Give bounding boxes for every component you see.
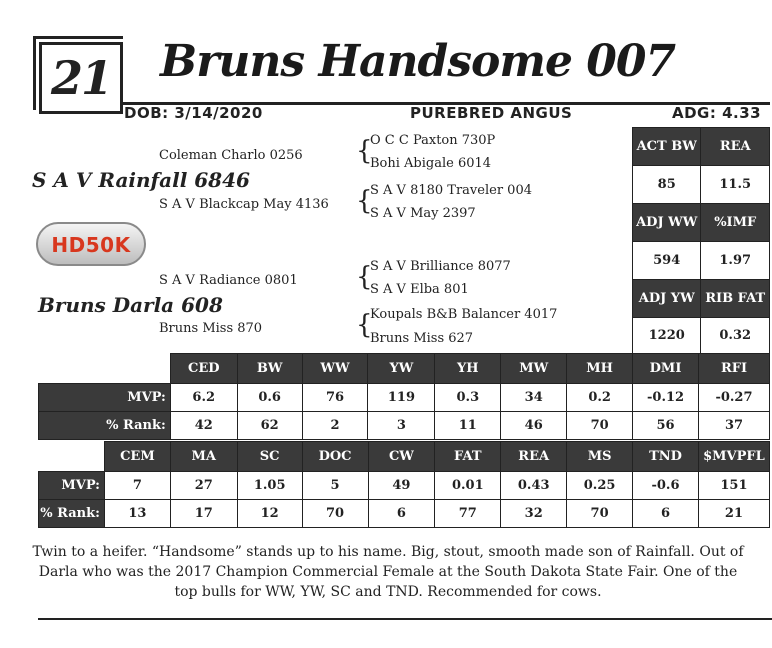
carcass-table <box>632 127 770 354</box>
carcass-header: ADJ WW <box>633 204 701 242</box>
sire-sire: Coleman Charlo 0256 <box>159 148 303 163</box>
carcass-header: REA <box>701 128 770 166</box>
mvp-label: MVP: <box>39 384 171 412</box>
epd-rank-value: 2 <box>302 412 368 440</box>
epd-header: SC <box>237 442 302 472</box>
epd-mvp-value: 1.05 <box>237 472 302 500</box>
epd-rank-value: 3 <box>368 412 435 440</box>
carcass-value: 1220 <box>633 318 701 354</box>
ssa-sire: O C C Paxton 730P <box>370 133 496 148</box>
sire-name: S A V Rainfall 6846 <box>32 168 250 192</box>
epd-rank-value: 70 <box>302 500 368 528</box>
rank-label: % Rank: <box>39 500 105 528</box>
epd-header: CEM <box>104 442 170 472</box>
epd-header: BW <box>237 354 302 384</box>
lot-box-border-top <box>33 36 123 39</box>
epd-rank-value: 13 <box>104 500 170 528</box>
epd-rank-value: 32 <box>501 500 567 528</box>
epd-rank-value: 37 <box>699 412 770 440</box>
blank-cell <box>39 442 105 472</box>
carcass-header: %IMF <box>701 204 770 242</box>
bull-name: Bruns Handsome 007 <box>160 36 676 87</box>
carcass-value: 594 <box>633 242 701 280</box>
breed: PUREBRED ANGUS <box>410 104 573 122</box>
epd-header: WW <box>302 354 368 384</box>
epd-header: MH <box>567 354 633 384</box>
epd-rank-value: 46 <box>501 412 567 440</box>
epd-mvp-value: -0.12 <box>633 384 699 412</box>
bottom-divider <box>38 618 772 620</box>
epd-mvp-value: 0.2 <box>567 384 633 412</box>
epd-mvp-value: 0.01 <box>435 472 501 500</box>
epd-rank-value: 21 <box>698 500 769 528</box>
mvp-label: MVP: <box>39 472 105 500</box>
epd-rank-value: 6 <box>633 500 699 528</box>
epd-rank-value: 70 <box>567 500 633 528</box>
epd-rank-value: 42 <box>170 412 237 440</box>
dam-name: Bruns Darla 608 <box>38 293 223 317</box>
epd-rank-value: 6 <box>368 500 435 528</box>
lot-number: 21 <box>50 51 111 105</box>
carcass-header: ADJ YW <box>633 280 701 318</box>
dob: DOB: 3/14/2020 <box>124 104 263 122</box>
lot-box-border-left <box>33 36 36 110</box>
epd-mvp-value: 0.43 <box>501 472 567 500</box>
brace: { <box>356 136 373 166</box>
epd-rank-value: 62 <box>237 412 302 440</box>
lot-number-box <box>39 42 123 114</box>
epd-mvp-value: 34 <box>501 384 567 412</box>
epd-header: FAT <box>435 442 501 472</box>
epd-header: REA <box>501 442 567 472</box>
carcass-value: 11.5 <box>701 166 770 204</box>
epd-rank-value: 17 <box>170 500 237 528</box>
dsa-sire: S A V Brilliance 8077 <box>370 259 511 274</box>
ssa-dam: Bohi Abigale 6014 <box>370 156 492 171</box>
epd-header: MA <box>170 442 237 472</box>
epd-mvp-value: -0.6 <box>633 472 699 500</box>
epd-header: DOC <box>302 442 368 472</box>
epd-header: CED <box>170 354 237 384</box>
description: Twin to a heifer. “Handsome” stands up to his name. Big, stout, smooth made son of Rainfall. Out of Darla who was the 2017 Champion Commercial Female at the South Dakota State Fair. One of the top bulls for WW, YW, SC and TND. Recommended for cows. <box>32 544 744 600</box>
hd50k-logo <box>36 222 146 266</box>
epd-mvp-value: 76 <box>302 384 368 412</box>
dda-sire: Koupals B&B Balancer 4017 <box>370 307 558 322</box>
epd-header: MS <box>567 442 633 472</box>
epd-mvp-value: 151 <box>698 472 769 500</box>
epd-mvp-value: -0.27 <box>699 384 770 412</box>
dsa-dam: S A V Elba 801 <box>370 282 469 297</box>
epd-table-2 <box>38 441 770 528</box>
epd-mvp-value: 0.6 <box>237 384 302 412</box>
carcass-header: ACT BW <box>633 128 701 166</box>
epd-rank-value: 77 <box>435 500 501 528</box>
dam-sire: S A V Radiance 0801 <box>159 273 298 288</box>
epd-mvp-value: 5 <box>302 472 368 500</box>
brace: { <box>356 186 373 216</box>
brace: { <box>356 310 373 340</box>
epd-header: TND <box>633 442 699 472</box>
dam-dam: Bruns Miss 870 <box>159 321 263 336</box>
epd-mvp-value: 49 <box>368 472 435 500</box>
sda-sire: S A V 8180 Traveler 004 <box>370 183 532 198</box>
epd-mvp-value: 27 <box>170 472 237 500</box>
epd-rank-value: 11 <box>435 412 501 440</box>
epd-header: YH <box>435 354 501 384</box>
epd-mvp-value: 119 <box>368 384 435 412</box>
epd-header: DMI <box>633 354 699 384</box>
carcass-value: 85 <box>633 166 701 204</box>
carcass-header: RIB FAT <box>701 280 770 318</box>
adg: ADG: 4.33 <box>672 104 762 122</box>
epd-mvp-value: 0.25 <box>567 472 633 500</box>
epd-header: CW <box>368 442 435 472</box>
epd-mvp-value: 6.2 <box>170 384 237 412</box>
sire-dam: S A V Blackcap May 4136 <box>159 197 329 212</box>
epd-rank-value: 56 <box>633 412 699 440</box>
sda-dam: S A V May 2397 <box>370 206 476 221</box>
epd-header: YW <box>368 354 435 384</box>
rank-label: % Rank: <box>39 412 171 440</box>
epd-rank-value: 70 <box>567 412 633 440</box>
epd-header: RFI <box>699 354 770 384</box>
epd-mvp-value: 7 <box>104 472 170 500</box>
dda-dam: Bruns Miss 627 <box>370 331 474 346</box>
epd-header: MW <box>501 354 567 384</box>
blank-cell <box>39 354 171 384</box>
carcass-value: 1.97 <box>701 242 770 280</box>
hd50k-logo-text: HD50K <box>51 233 131 257</box>
epd-mvp-value: 0.3 <box>435 384 501 412</box>
carcass-value: 0.32 <box>701 318 770 354</box>
epd-header: $MVPFL <box>698 442 769 472</box>
epd-rank-value: 12 <box>237 500 302 528</box>
brace: { <box>356 262 373 292</box>
epd-table-1 <box>38 353 770 440</box>
